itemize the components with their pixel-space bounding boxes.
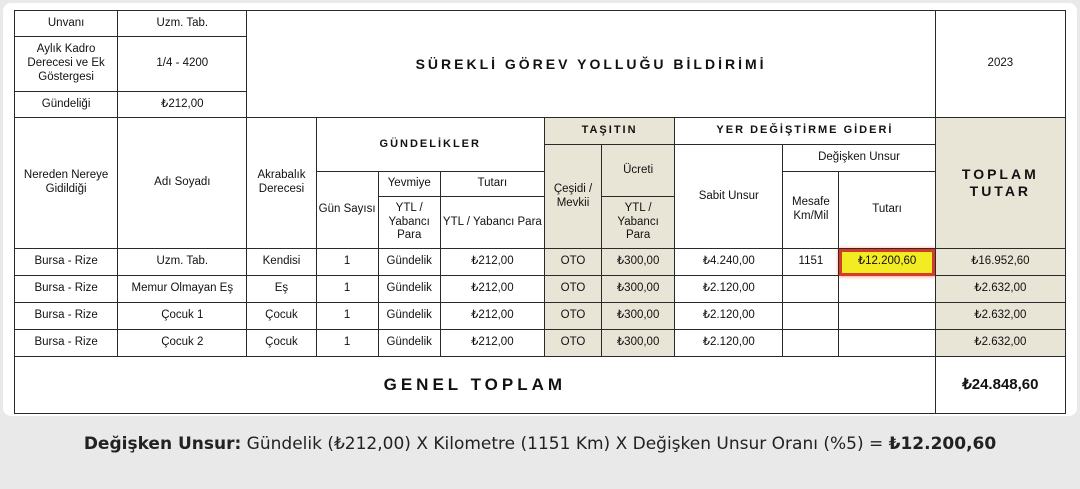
genel-toplam-value: ₺24.848,60 (935, 357, 1065, 414)
table-row (15, 303, 1066, 330)
cell-yevmiye: Gündelik (378, 303, 440, 330)
formula-label: Değişken Unsur: (83, 434, 242, 454)
cell-fixed: ₺2.120,00 (675, 276, 783, 303)
cell-amount: ₺212,00 (440, 276, 544, 303)
header-yevmiye: Yevmiye (378, 172, 440, 197)
cell-vehicle: OTO (544, 330, 601, 357)
header-tasitin: TAŞITIN (544, 118, 674, 145)
cell-amount: ₺212,00 (440, 330, 544, 357)
header-tutari-sub: YTL / Yabancı Para (440, 197, 544, 249)
cell-variable (839, 276, 935, 303)
cell-relation: Kendisi (247, 249, 316, 276)
header-toplam-tutar: TOPLAM TUTAR (935, 118, 1065, 249)
cell-amount: ₺212,00 (440, 303, 544, 330)
document-title: SÜREKLİ GÖREV YOLLUĞU BİLDİRİMİ (247, 11, 935, 118)
cell-route: Bursa - Rize (15, 303, 118, 330)
cell-relation: Çocuk (247, 330, 316, 357)
header-yer-degistirme: YER DEĞİŞTİRME GİDERİ (675, 118, 936, 145)
cell-days: 1 (316, 276, 378, 303)
formula-result: ₺12.200,60 (888, 434, 997, 454)
header-degisken-tutari: Tutarı (839, 172, 935, 249)
cell-vehicle: OTO (544, 303, 601, 330)
cell-yevmiye: Gündelik (378, 249, 440, 276)
cell-fare: ₺300,00 (602, 330, 675, 357)
header-gundelikler: GÜNDELİKLER (316, 118, 544, 172)
header-nereden: Nereden Nereye Gidildiği (15, 118, 118, 249)
cell-fixed: ₺2.120,00 (675, 330, 783, 357)
unvani-label: Unvanı (15, 11, 118, 37)
header-mesafe: Mesafe Km/Mil (783, 172, 839, 249)
header-akrabalik: Akrabalık Derecesi (247, 118, 316, 249)
yolluk-table (14, 10, 1066, 414)
table-row (15, 249, 1066, 276)
kadro-label: Aylık Kadro Derecesi ve Ek Göstergesi (15, 37, 118, 92)
gundelik-value: ₺212,00 (118, 92, 247, 118)
header-sabit-unsur: Sabit Unsur (675, 145, 783, 249)
cell-distance: 1151 (783, 249, 839, 276)
cell-distance (783, 303, 839, 330)
table-row (15, 276, 1066, 303)
cell-total: ₺16.952,60 (935, 249, 1065, 276)
cell-fare: ₺300,00 (602, 276, 675, 303)
cell-yevmiye: Gündelik (378, 276, 440, 303)
cell-vehicle: OTO (544, 276, 601, 303)
cell-name: Çocuk 1 (118, 303, 247, 330)
cell-fixed: ₺4.240,00 (675, 249, 783, 276)
cell-route: Bursa - Rize (15, 249, 118, 276)
header-cesidi: Çeşidi / Mevkii (544, 145, 601, 249)
cell-relation: Çocuk (247, 303, 316, 330)
cell-name: Memur Olmayan Eş (118, 276, 247, 303)
cell-amount: ₺212,00 (440, 249, 544, 276)
cell-vehicle: OTO (544, 249, 601, 276)
document-year: 2023 (935, 11, 1065, 118)
header-ucreti: Ücreti (602, 145, 675, 197)
cell-days: 1 (316, 249, 378, 276)
unvani-value: Uzm. Tab. (118, 11, 247, 37)
formula-line (0, 434, 1080, 454)
header-ucreti-sub: YTL / Yabancı Para (602, 197, 675, 249)
cell-variable (839, 330, 935, 357)
gundelik-label: Gündeliği (15, 92, 118, 118)
cell-variable-highlighted: ₺12.200,60 (839, 249, 935, 276)
header-adi-soyadi: Adı Soyadı (118, 118, 247, 249)
cell-total: ₺2.632,00 (935, 303, 1065, 330)
cell-days: 1 (316, 303, 378, 330)
cell-fare: ₺300,00 (602, 303, 675, 330)
cell-total: ₺2.632,00 (935, 330, 1065, 357)
cell-fixed: ₺2.120,00 (675, 303, 783, 330)
cell-distance (783, 276, 839, 303)
header-gun-sayisi: Gün Sayısı (316, 172, 378, 249)
cell-name: Çocuk 2 (118, 330, 247, 357)
cell-total: ₺2.632,00 (935, 276, 1065, 303)
cell-yevmiye: Gündelik (378, 330, 440, 357)
cell-route: Bursa - Rize (15, 330, 118, 357)
cell-relation: Eş (247, 276, 316, 303)
header-degisken-unsur: Değişken Unsur (783, 145, 935, 172)
kadro-value: 1/4 - 4200 (118, 37, 247, 92)
header-yevmiye-sub: YTL / Yabancı Para (378, 197, 440, 249)
cell-variable (839, 303, 935, 330)
cell-fare: ₺300,00 (602, 249, 675, 276)
genel-toplam-label: GENEL TOPLAM (15, 357, 936, 414)
cell-route: Bursa - Rize (15, 276, 118, 303)
cell-distance (783, 330, 839, 357)
header-tutari: Tutarı (440, 172, 544, 197)
table-row (15, 330, 1066, 357)
formula-text: Gündelik (₺212,00) X Kilometre (1151 Km) X Değişken Unsur Oranı (%5) = (241, 434, 889, 454)
cell-name: Uzm. Tab. (118, 249, 247, 276)
cell-days: 1 (316, 330, 378, 357)
